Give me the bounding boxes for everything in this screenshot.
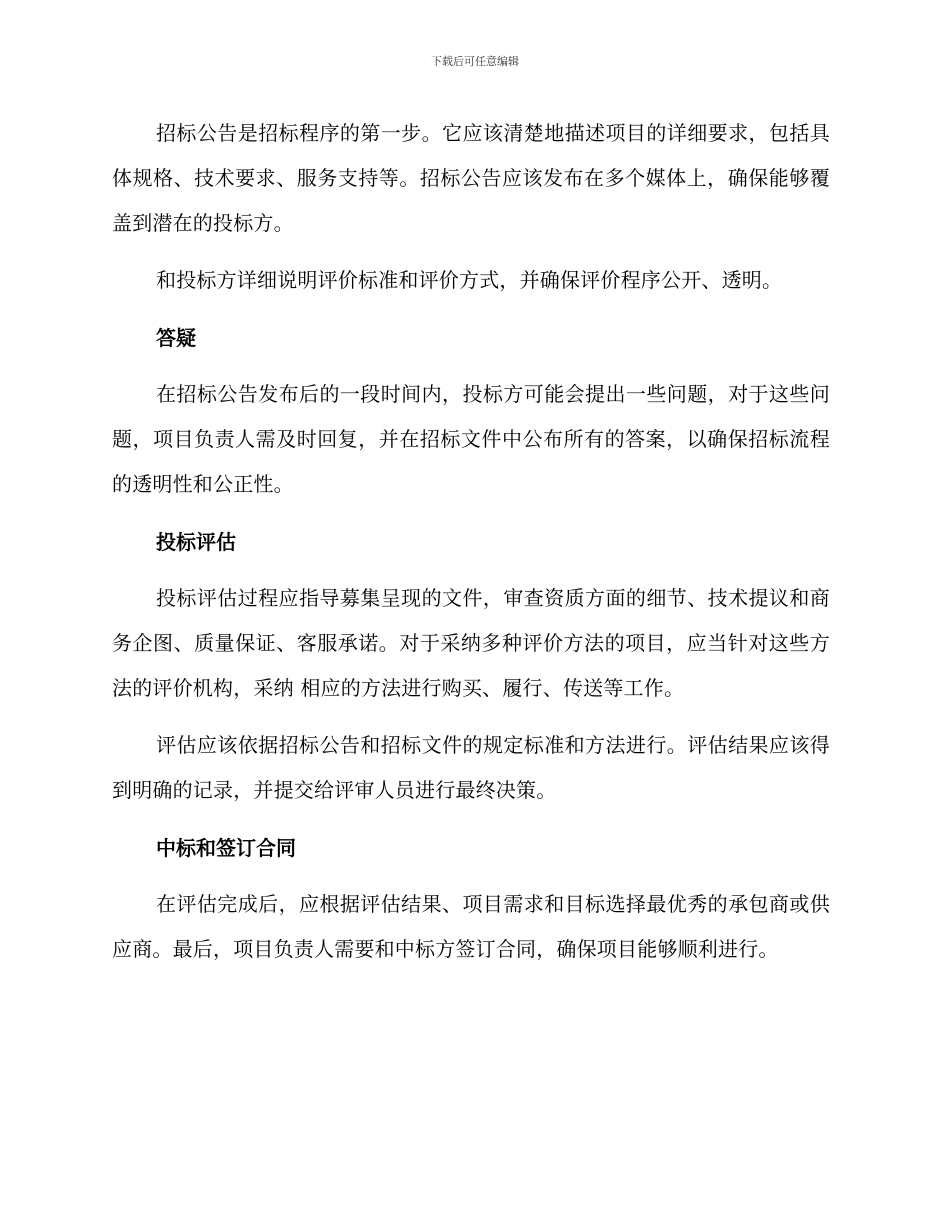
paragraph-evaluation-criteria: 和投标方详细说明评价标准和评价方式，并确保评价程序公开、透明。	[156, 268, 783, 292]
paragraph-evaluation-basis: 评估应该依据招标公告和招标文件的规定标准和方法进行。评估结果应该得到明确的记录，并提交给评审人员进行最终决策。	[112, 733, 830, 802]
heading-award-contract: 中标和签订合同	[156, 836, 296, 860]
page-header-note: 下载后可任意编辑	[431, 55, 519, 68]
paragraph-bid-evaluation: 投标评估过程应指导募集呈现的文件，审查资质方面的细节、技术提议和商务企图、质量保证、客服承诺。对于采纳多种评价方法的项目，应当针对这些方法的评价机构，采纳 相应的方法进行购买、履行、传送等工作。	[112, 586, 830, 700]
heading-qa: 答疑	[156, 326, 196, 350]
paragraph-announcement: 招标公告是招标程序的第一步。它应该清楚地描述项目的详细要求，包括具体规格、技术要求、服务支持等。招标公告应该发布在多个媒体上，确保能够覆盖到潜在的投标方。	[112, 121, 830, 235]
document-body	[112, 111, 830, 984]
paragraph-award-contract: 在评估完成后，应根据评估结果、项目需求和目标选择最优秀的承包商或供应商。最后，项目负责人需要和中标方签订合同，确保项目能够顺利进行。	[112, 892, 830, 961]
heading-bid-evaluation: 投标评估	[156, 530, 236, 554]
paragraph-qa: 在招标公告发布后的一段时间内，投标方可能会提出一些问题，对于这些问题，项目负责人需及时回复，并在招标文件中公布所有的答案，以确保招标流程的透明性和公正性。	[112, 382, 830, 496]
